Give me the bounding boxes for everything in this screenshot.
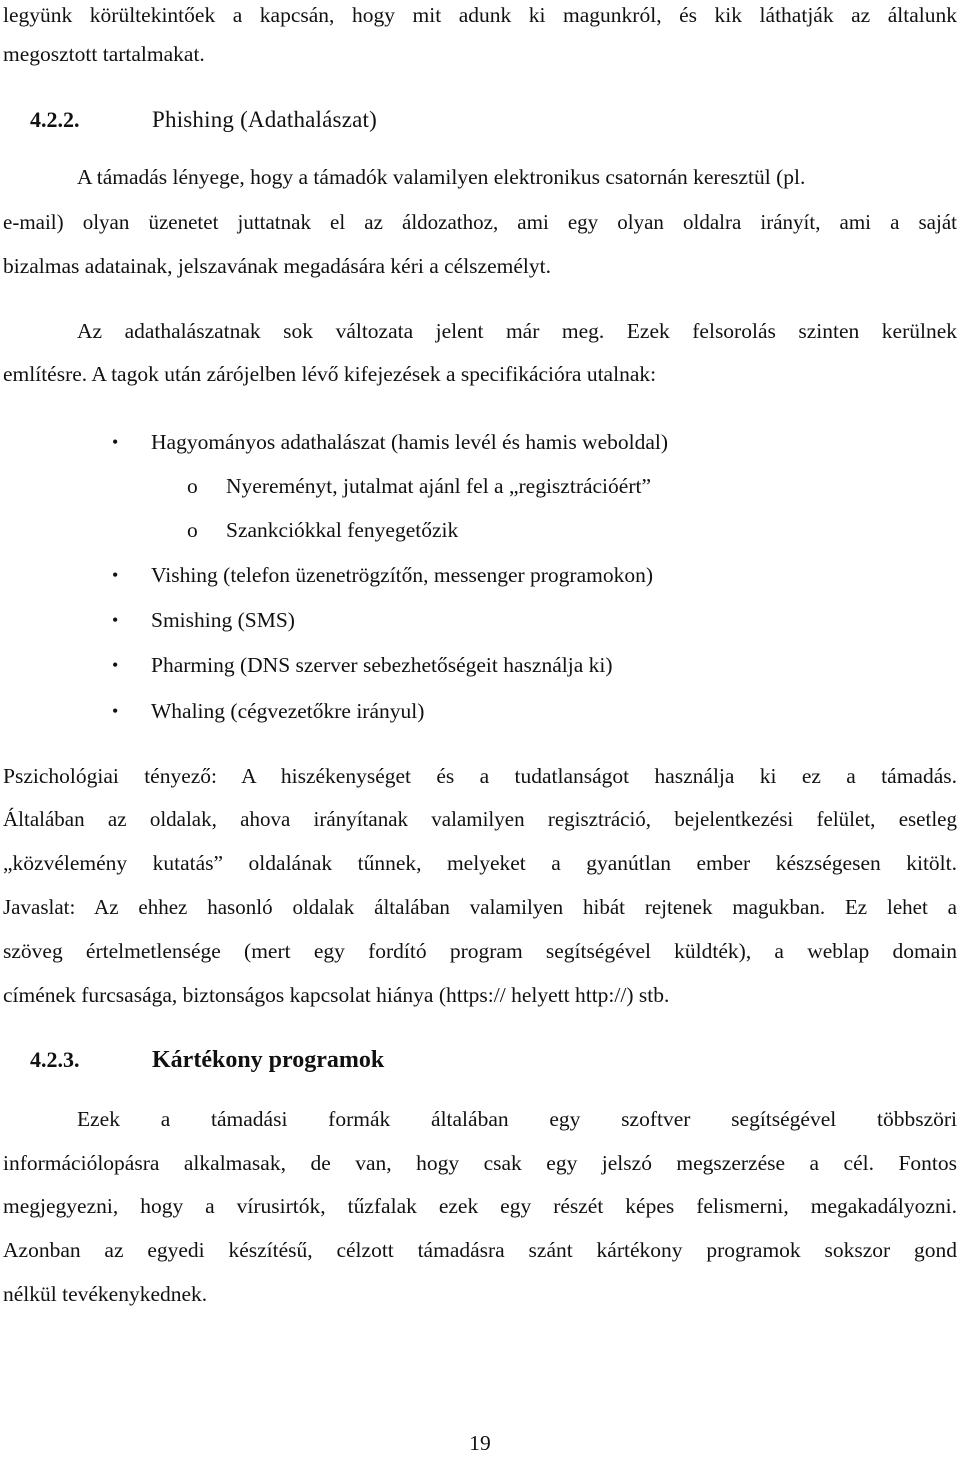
- paragraph-line: bizalmas adatainak, jelszavának megadására kéri a célszemélyt.: [3, 254, 551, 278]
- sub-list-item: [0, 471, 960, 501]
- heading-number: 4.2.2.: [30, 107, 80, 132]
- circle-bullet-icon: o: [187, 474, 198, 498]
- list-item-text: Szankciókkal fenyegetőzik: [226, 518, 459, 542]
- list-item: [0, 427, 960, 457]
- list-item-text: Vishing (telefon üzenetrögzítőn, messenger programokon): [151, 563, 654, 587]
- bullet-icon: •: [112, 432, 119, 452]
- list-item-text: Smishing (SMS): [151, 608, 295, 632]
- heading-title: Kártékony programok: [152, 1047, 385, 1073]
- bullet-icon: •: [112, 610, 119, 630]
- paragraph-line: Ezek a támadási formák általában egy szoftver segítségével többszöri: [77, 1107, 957, 1131]
- list-item-text: Pharming (DNS szerver sebezhetőségeit használja ki): [151, 653, 613, 677]
- list-item: [0, 696, 960, 726]
- bullet-icon: •: [112, 655, 119, 675]
- paragraph-line: Pszichológiai tényező: A hiszékenységet és a tudatlanságot használja ki ez a támadás.: [3, 764, 957, 788]
- list-item-text: Nyereményt, jutalmat ajánl fel a „regisztrációért”: [226, 474, 652, 498]
- bullet-icon: •: [112, 565, 119, 585]
- paragraph-line: e-mail) olyan üzenetet juttatnak el az áldozathoz, ami egy olyan oldalra irányít, ami a saját: [3, 210, 957, 234]
- paragraph-line: „közvélemény kutatás” oldalának tűnnek, melyeket a gyanútlan ember készségesen kitölt.: [3, 851, 957, 875]
- paragraph-line: említésre. A tagok után zárójelben lévő kifejezések a specifikációra utalnak:: [3, 362, 657, 386]
- list-item-text: Hagyományos adathalászat (hamis levél és hamis weboldal): [151, 430, 669, 454]
- sub-list-item: [0, 515, 960, 545]
- paragraph-line: megjegyezni, hogy a vírusirtók, tűzfalak ezek egy részét képes felismerni, megakadályozni.: [3, 1194, 957, 1218]
- heading-title: Phishing (Adathalászat): [152, 107, 377, 132]
- paragraph-line: nélkül tevékenykednek.: [3, 1282, 208, 1306]
- paragraph-line: szöveg értelmetlensége (mert egy fordító program segítségével küldték), a weblap domain: [3, 939, 957, 963]
- list-item-text: Whaling (cégvezetőkre irányul): [151, 699, 425, 723]
- list-item: [0, 605, 960, 635]
- section-heading-4-2-2: [0, 105, 960, 137]
- paragraph-line: legyünk körültekintőek a kapcsán, hogy mit adunk ki magunkról, és kik láthatják az általunk: [3, 3, 957, 27]
- paragraph-line: címének furcsasága, biztonságos kapcsolat hiánya (https:// helyett http://) stb.: [3, 983, 670, 1007]
- circle-bullet-icon: o: [187, 518, 198, 542]
- paragraph-line: Általában az oldalak, ahova irányítanak valamilyen regisztráció, bejelentkezési felület, esetleg: [3, 807, 957, 831]
- heading-number: 4.2.3.: [30, 1047, 80, 1072]
- page-number: 19: [469, 1431, 491, 1455]
- list-item: [0, 650, 960, 680]
- paragraph-line: A támadás lényege, hogy a támadók valamilyen elektronikus csatornán keresztül (pl.: [77, 165, 806, 189]
- list-item: [0, 560, 960, 590]
- bullet-icon: •: [112, 701, 119, 721]
- paragraph-line: megosztott tartalmakat.: [3, 42, 205, 66]
- paragraph-line: Az adathalászatnak sok változata jelent már meg. Ezek felsorolás szinten kerülnek: [77, 319, 957, 343]
- paragraph-line: információlopásra alkalmasak, de van, hogy csak egy jelszó megszerzése a cél. Fontos: [3, 1151, 957, 1175]
- section-heading-4-2-3: [0, 1045, 960, 1077]
- paragraph-line: Azonban az egyedi készítésű, célzott támadásra szánt kártékony programok sokszor gond: [3, 1238, 957, 1262]
- paragraph-line: Javaslat: Az ehhez hasonló oldalak általában valamilyen hibát rejtenek magukban. Ez lehet a: [3, 895, 957, 919]
